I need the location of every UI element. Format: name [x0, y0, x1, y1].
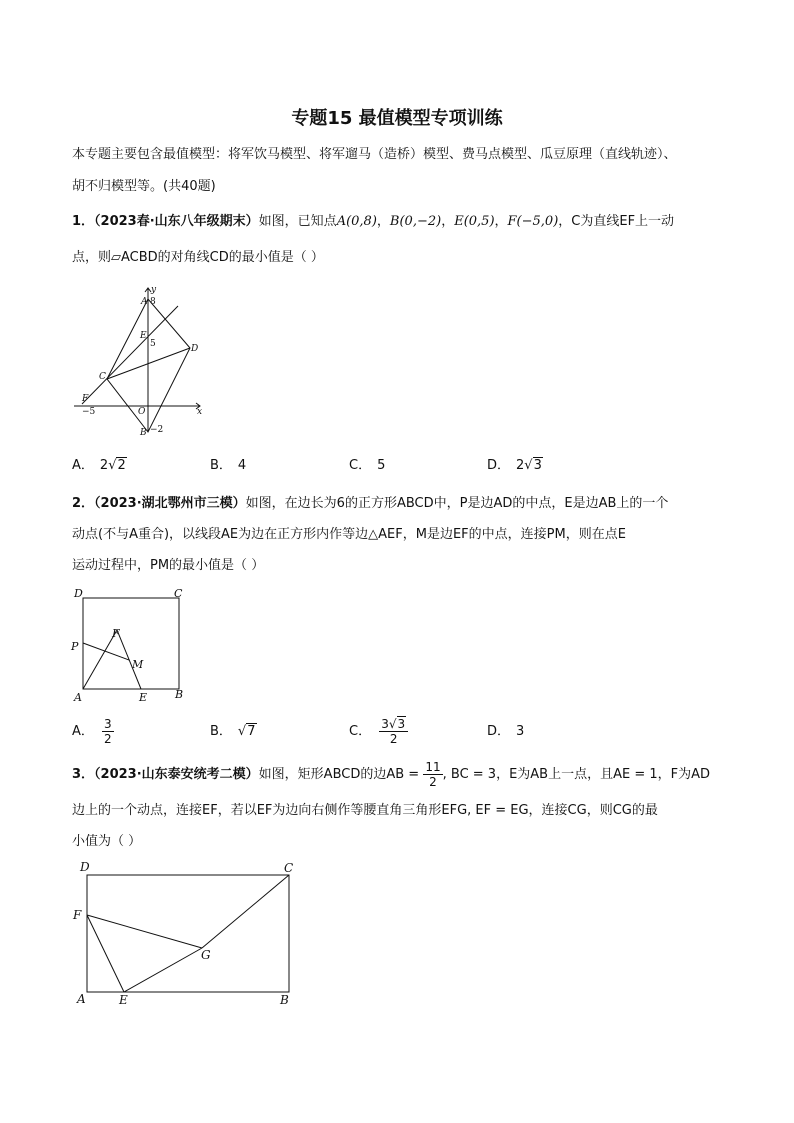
- page-title: 专题15 最值模型专项训练: [291, 108, 503, 129]
- q2-option-a[interactable]: [72, 715, 114, 749]
- q2-option-b[interactable]: B． √7: [210, 724, 256, 739]
- q1-point-a: A(0,8): [336, 214, 377, 229]
- q1-label-y: y: [151, 285, 157, 295]
- intro-line-1: 本专题主要包含最值模型：将军饮马模型、将军遛马（造桥）模型、费马点模型、瓜豆原理（直线轨迹）、: [72, 147, 677, 162]
- q2-option-c-radicand: 3: [397, 717, 406, 731]
- q2-option-c-fraction: $\frac{3√3}{2}$: [379, 717, 408, 746]
- q1-label-x: x: [197, 407, 203, 417]
- q1-label-neg2: −2: [150, 425, 164, 435]
- q3-line-1a: 如图，矩形ABCD的边AB =: [258, 767, 420, 782]
- q1-line-1: 1．（2023春·山东八年级期末）如图，已知点A(0,8)，B(0,−2)，E(0,5)，F(−5,0)，C为直线EF上一动: [72, 214, 675, 229]
- q1-label-e: E: [140, 331, 147, 341]
- q3-line-1b: , BC = 3，E为AB上一点，且AE = 1，F为AD: [442, 767, 711, 782]
- q2-source: （2023·湖北鄂州市三模）: [94, 496, 246, 511]
- q1-point-b: B(0,−2): [389, 214, 442, 229]
- q2-line-1-text: 如图，在边长为6的正方形ABCD中，P是边AD的中点，E是边AB上的一个: [245, 496, 669, 511]
- q1-option-a-coef: 2: [99, 458, 109, 473]
- q3-figure: [70, 857, 300, 1009]
- q1-figure: [70, 282, 210, 442]
- q1-option-c-value: 5: [377, 458, 386, 473]
- q2-line-2: 动点(不与A重合)，以线段AE为边在正方形内作等边△AEF，M是边EF的中点，连接PM，则在点E: [72, 527, 626, 542]
- q1-label-b: B: [140, 428, 147, 438]
- q1-line-2: 点，则▱ACBD的对角线CD的最小值是（ ）: [72, 250, 324, 265]
- q1-option-a-radicand: 2: [117, 458, 126, 473]
- q1-option-d[interactable]: D． 2√3: [487, 458, 542, 473]
- q2-option-c-den: 2: [389, 732, 398, 746]
- q1-option-a-letter: A．: [72, 458, 94, 473]
- q1-option-d-coef: 2: [516, 458, 525, 473]
- q3-label-g: G: [201, 948, 211, 962]
- q2-label-e: E: [139, 691, 148, 704]
- q1-option-c[interactable]: [349, 457, 385, 475]
- q1-label-5: 5: [150, 339, 156, 349]
- q2-option-b-radicand: 7: [247, 724, 256, 739]
- q2-option-a-den: 2: [104, 732, 112, 746]
- q1-label-c: C: [99, 372, 106, 382]
- q3-ab-fraction: [423, 760, 442, 789]
- q2-option-d[interactable]: [487, 715, 524, 749]
- q1-label-o: O: [138, 407, 146, 417]
- q3-line-2: 边上的一个动点，连接EF，若以EF为边向右侧作等腰直角三角形EFG, EF = EG，连接CG，则CG的最: [72, 803, 658, 818]
- q1-option-d-radicand: 3: [533, 458, 542, 473]
- q1-stem-a: 如图，已知点: [258, 214, 337, 229]
- q2-label-a: A: [74, 691, 82, 704]
- q2-label-m: M: [132, 658, 144, 671]
- q2-option-c-coef: 3: [381, 717, 389, 731]
- q1-option-b-letter: B．: [210, 458, 232, 473]
- q2-label-b: B: [175, 688, 184, 701]
- q2-figure: [68, 586, 198, 708]
- q1-point-f: F(−5,0): [507, 214, 559, 229]
- q2-option-a-fraction: [102, 717, 114, 746]
- q3-label-f: F: [73, 908, 82, 922]
- q3-number: 3．: [72, 767, 95, 782]
- q3-label-a: A: [77, 992, 86, 1006]
- q2-option-a-letter: A．: [72, 724, 94, 739]
- q1-option-c-letter: C．: [349, 458, 372, 473]
- q1-option-a[interactable]: A． 2√2: [72, 458, 126, 473]
- q2-option-c[interactable]: [349, 715, 408, 749]
- q1-label-d: D: [191, 344, 199, 354]
- q1-number: 1．: [72, 214, 95, 229]
- q1-label-f: F: [82, 394, 89, 404]
- q2-option-b-letter: B．: [210, 724, 232, 739]
- q2-option-d-letter: D．: [487, 724, 511, 739]
- q3-source: （2023·山东泰安统考二模）: [94, 767, 259, 782]
- q1-label-a: A: [141, 297, 148, 307]
- q2-label-d: D: [74, 587, 83, 600]
- q1-label-8: 8: [150, 297, 156, 307]
- q2-line-3: 运动过程中，PM的最小值是（ ）: [72, 558, 265, 573]
- q2-option-d-value: 3: [516, 724, 525, 739]
- q3-label-b: B: [280, 993, 289, 1007]
- q2-option-c-letter: C．: [349, 724, 372, 739]
- q2-line-1: [72, 495, 668, 513]
- q1-stem-b: C为直线EF上一动: [571, 214, 675, 229]
- q1-option-b-value: 4: [237, 458, 247, 473]
- q1-point-e: E(0,5): [454, 214, 495, 229]
- q1-source: （2023春·山东八年级期末）: [94, 214, 259, 229]
- q3-line-1: [72, 758, 710, 792]
- q3-ab-den: 2: [429, 775, 437, 789]
- q3-label-c: C: [284, 861, 294, 875]
- q1-option-b[interactable]: [210, 457, 246, 475]
- q2-label-c: C: [174, 587, 183, 600]
- q2-number: 2．: [72, 496, 95, 511]
- q1-label-neg5: −5: [82, 407, 96, 417]
- q3-ab-num: 11: [425, 760, 441, 774]
- q2-label-p: P: [71, 640, 79, 653]
- q3-line-3: 小值为（ ）: [72, 834, 142, 849]
- q3-label-e: E: [119, 993, 128, 1007]
- q3-label-d: D: [80, 860, 90, 874]
- q2-option-a-num: 3: [104, 717, 112, 731]
- q1-option-d-letter: D．: [487, 458, 511, 473]
- intro-line-2: 胡不归模型等。(共40题): [72, 179, 216, 194]
- q2-label-f: F: [112, 627, 120, 640]
